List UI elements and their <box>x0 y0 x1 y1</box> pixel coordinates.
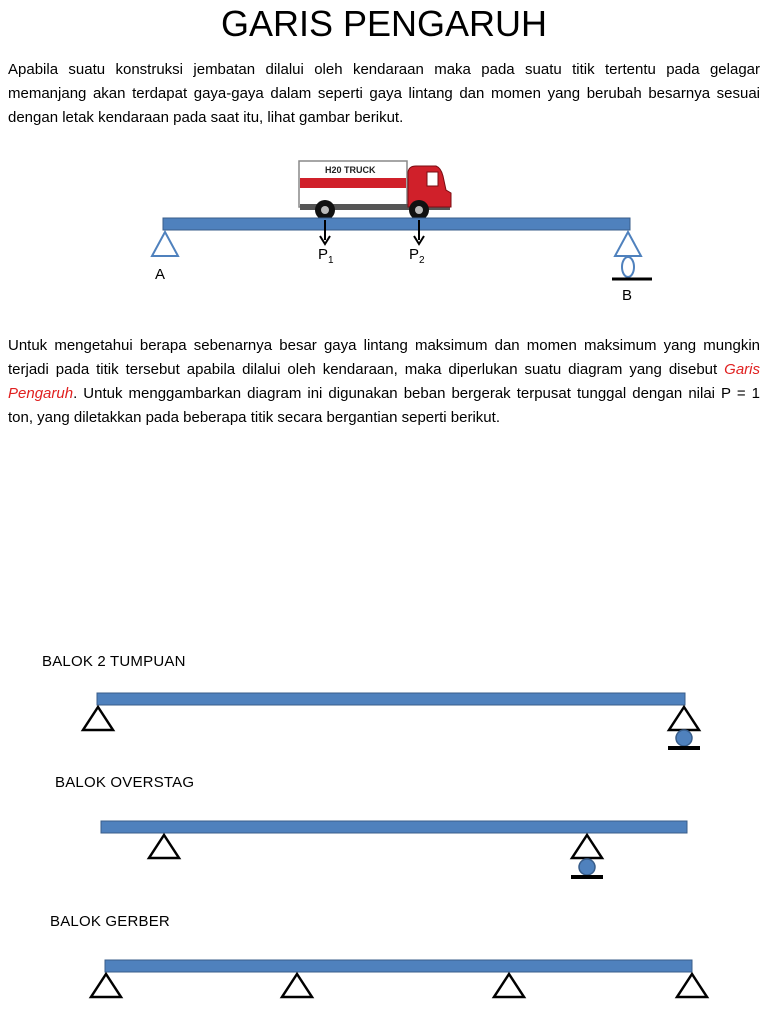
beam1-title: BALOK 2 TUMPUAN <box>42 653 186 670</box>
beam2-pin-support <box>149 835 179 858</box>
truck-window <box>427 172 438 186</box>
explanation-paragraph: Untuk mengetahui berapa sebenarnya besar gaya lintang maksimum dan momen maksimum yang mungkin terjadi pada titik tersebut apabila dilalui oleh kendaraan, maka diperlukan suatu diagram yang disebut Garis Pengaruh. Untuk menggambarkan diagram ini digunakan beban bergerak terpusat tunggal dengan nilai P = 1 ton, yang diletakkan pada beberapa titik secara bergantian seperti berikut. <box>8 337 760 426</box>
page-title: GARIS PENGARUH <box>220 3 548 44</box>
intro-paragraph: Apabila suatu konstruksi jembatan dilalui oleh kendaraan maka pada suatu titik tertentu pada gelagar memanjang akan terdapat gaya-gaya dalam seperti gaya lintang dan momen yang berubah besarnya sesuai dengan letak kendaraan pada saat itu, lihat gambar berikut. <box>8 61 760 126</box>
beam1-roller <box>676 730 692 746</box>
beam3-support-2 <box>282 974 312 997</box>
truck-label: H20 TRUCK <box>325 165 376 175</box>
beam2-figure <box>101 821 687 877</box>
truck-figure <box>299 161 451 220</box>
beam2-title: BALOK OVERSTAG <box>55 774 195 791</box>
highlight-term: Garis Pengaruh <box>8 361 760 402</box>
beam2-roller <box>579 859 595 875</box>
beam2-bar <box>101 821 687 833</box>
support-a-pin <box>152 232 178 256</box>
beam2-roller-support <box>572 835 602 858</box>
beam1-roller-support <box>669 707 699 730</box>
beam3-figure <box>91 960 707 997</box>
beam3-bar <box>105 960 692 972</box>
support-b-label: B <box>622 287 633 304</box>
beam3-title: BALOK GERBER <box>50 913 170 930</box>
beam3-support-4 <box>677 974 707 997</box>
beam3-support-1 <box>91 974 121 997</box>
load-label-p2: $P_2$ <box>409 246 425 266</box>
support-a-label: A <box>155 266 166 283</box>
load-label-p1: $P_1$ <box>318 246 334 266</box>
support-b-roller <box>612 232 652 279</box>
beam1-pin-support <box>83 707 113 730</box>
bridge-beam <box>163 218 630 230</box>
beam3-support-3 <box>494 974 524 997</box>
truck-stripe <box>300 178 406 188</box>
beam1-bar <box>97 693 685 705</box>
beam1-figure <box>83 693 700 748</box>
